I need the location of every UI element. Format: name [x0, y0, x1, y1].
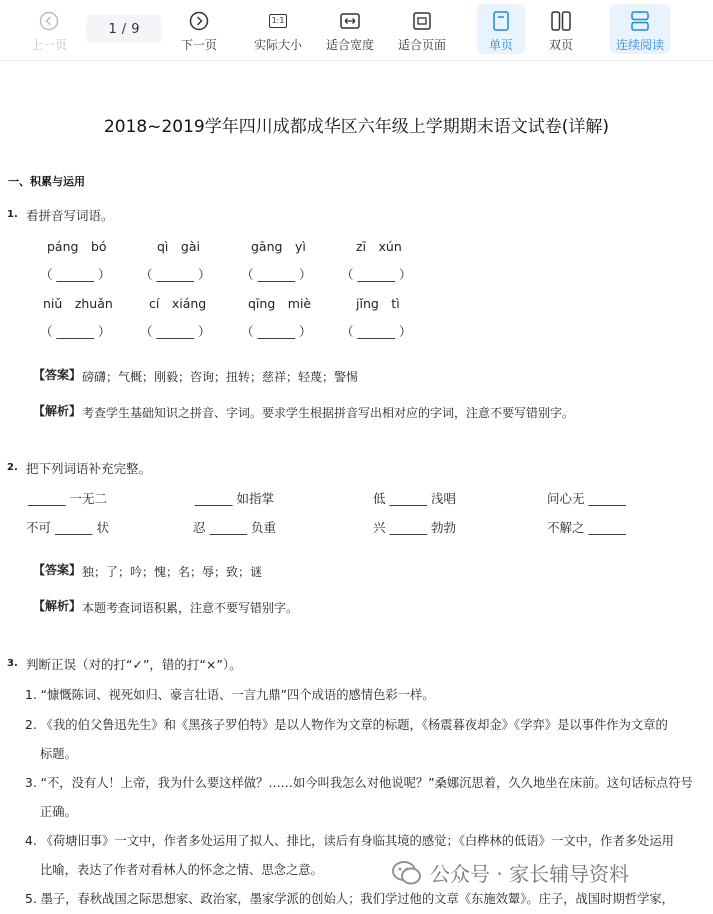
prev-page-button[interactable] — [26, 4, 72, 54]
statement-item: 3. “不，没有人！上帝，我为什么要这样做？……如今叫我怎么对他说呢？”桑娜沉思着，久久地坐在床前。这句话标点符号 — [25, 776, 693, 790]
analysis-text: 本题考查词语积累，注意不要写错别字。 — [82, 601, 299, 615]
answer-tag: 【答案】 — [33, 563, 82, 577]
single-page-icon — [493, 10, 509, 32]
question-number: 2. — [7, 462, 18, 473]
chevron-left-icon — [39, 10, 59, 32]
pinyin: qīng miè — [248, 296, 312, 311]
page-separator: / — [121, 21, 127, 37]
answer-tag: 【答案】 — [33, 368, 82, 382]
chevron-right-icon — [189, 10, 209, 32]
single-page-label: 单页 — [488, 38, 513, 52]
double-page-button[interactable] — [537, 4, 585, 54]
pinyin: páng bó — [47, 239, 107, 254]
pinyin: qì gài — [157, 239, 200, 254]
fit-width-button[interactable] — [322, 4, 378, 54]
question-text: 把下列词语补充完整。 — [26, 461, 152, 476]
fill-blank-item: ______ 如指掌 — [195, 491, 274, 506]
double-page-icon — [551, 10, 571, 32]
fill-blank-item: 问心无 ______ — [547, 491, 626, 506]
answer-text: 独；了；吟；愧；名；辱；致；谜 — [82, 565, 263, 579]
answer-blank: （ ______ ） — [241, 324, 312, 339]
wechat-icon — [392, 860, 422, 886]
answer-blank: （ ______ ） — [241, 267, 312, 282]
fit-page-icon — [413, 10, 431, 32]
fill-blank-item: ______ 一无二 — [28, 491, 107, 506]
fit-width-label: 适合宽度 — [325, 38, 374, 52]
answer-text: 磅礴；气概；刚毅；咨询；扭转；慈祥；轻蔑；警惕 — [82, 370, 359, 384]
double-page-label: 双页 — [548, 38, 573, 52]
pinyin: zī xún — [356, 239, 402, 254]
statement-item: 1. “慷慨陈词、视死如归、豪言壮语、一言九鼎”四个成语的感情色彩一样。 — [25, 688, 435, 702]
actual-size-label: 实际大小 — [253, 38, 302, 52]
fill-blank-item: 忍 ______ 负重 — [193, 520, 276, 535]
analysis-text: 考查学生基础知识之拼音、字词。要求学生根据拼音写出相对应的字词，注意不要写错别字。 — [82, 406, 575, 420]
single-page-button[interactable] — [477, 4, 525, 54]
statement-item: 2. 《我的伯父鲁迅先生》和《黑孩子罗伯特》是以人物作为文章的标题，《杨震暮夜却金》《学弈》是以事件作为文章的 — [25, 718, 668, 732]
document-page — [0, 60, 713, 914]
document-title: 2018~2019学年四川成都成华区六年级上学期期末语文试卷(详解) — [103, 117, 610, 137]
answer-blank: （ ______ ） — [341, 267, 412, 282]
analysis-tag: 【解析】 — [33, 404, 82, 418]
actual-size-icon: 1:1 — [269, 10, 288, 32]
statement-item-continued: 比喻，表达了作者对看林人的怀念之情、思念之意。 — [40, 863, 323, 877]
page-indicator[interactable] — [86, 15, 162, 43]
statement-item: 5. 墨子，春秋战国之际思想家、政治家，墨家学派的创始人；我们学过他的文章《东施效颦》。庄子，战国时期哲学家， — [25, 892, 674, 906]
answer-blank: （ ______ ） — [140, 267, 211, 282]
continuous-reading-icon — [631, 10, 649, 32]
watermark-text: 公众号 · 家长辅导资料 — [430, 862, 630, 886]
statement-item-continued: 标题。 — [40, 747, 77, 761]
next-page-label: 下一页 — [180, 38, 217, 52]
statement-item: 4. 《荷塘旧事》一文中，作者多处运用了拟人、排比，读后有身临其境的感觉；《白桦林的低语》一文中，作者多处运用 — [25, 834, 674, 848]
analysis-tag: 【解析】 — [33, 599, 82, 613]
page-current: 1 — [108, 21, 117, 37]
pinyin: gāng yì — [251, 239, 306, 254]
pinyin: cí xiáng — [149, 296, 207, 311]
prev-page-label: 上一页 — [30, 38, 67, 52]
answer-blank: （ ______ ） — [40, 267, 111, 282]
question-text: 判断正误（对的打“✓”，错的打“×”）。 — [26, 657, 242, 672]
pinyin: niǔ zhuǎn — [43, 296, 113, 311]
continuous-reading-label: 连续阅读 — [615, 38, 664, 52]
pinyin: jǐng tì — [356, 296, 400, 311]
fill-blank-item: 不解之 ______ — [547, 520, 626, 535]
question-number: 1. — [7, 209, 18, 220]
question-text: 看拼音写词语。 — [26, 208, 114, 223]
answer-blank: （ ______ ） — [140, 324, 211, 339]
fill-blank-item: 兴 ______ 勃勃 — [373, 520, 456, 535]
page-total: 9 — [131, 21, 140, 37]
next-page-button[interactable] — [176, 4, 222, 54]
watermark — [392, 858, 629, 887]
fill-blank-item: 不可 ______ 状 — [26, 520, 109, 535]
answer-blank: （ ______ ） — [40, 324, 111, 339]
viewer-toolbar — [0, 0, 713, 61]
question-number: 3. — [7, 658, 18, 669]
answer-blank: （ ______ ） — [341, 324, 412, 339]
statement-item-continued: 正确。 — [40, 805, 77, 819]
fit-width-icon — [340, 10, 360, 32]
continuous-reading-button[interactable] — [610, 4, 670, 54]
fit-page-button[interactable] — [394, 4, 450, 54]
actual-size-button[interactable] — [250, 4, 306, 54]
section-heading: 一、积累与运用 — [8, 175, 85, 188]
fill-blank-item: 低 ______ 浅唱 — [373, 491, 456, 506]
fit-page-label: 适合页面 — [397, 38, 446, 52]
